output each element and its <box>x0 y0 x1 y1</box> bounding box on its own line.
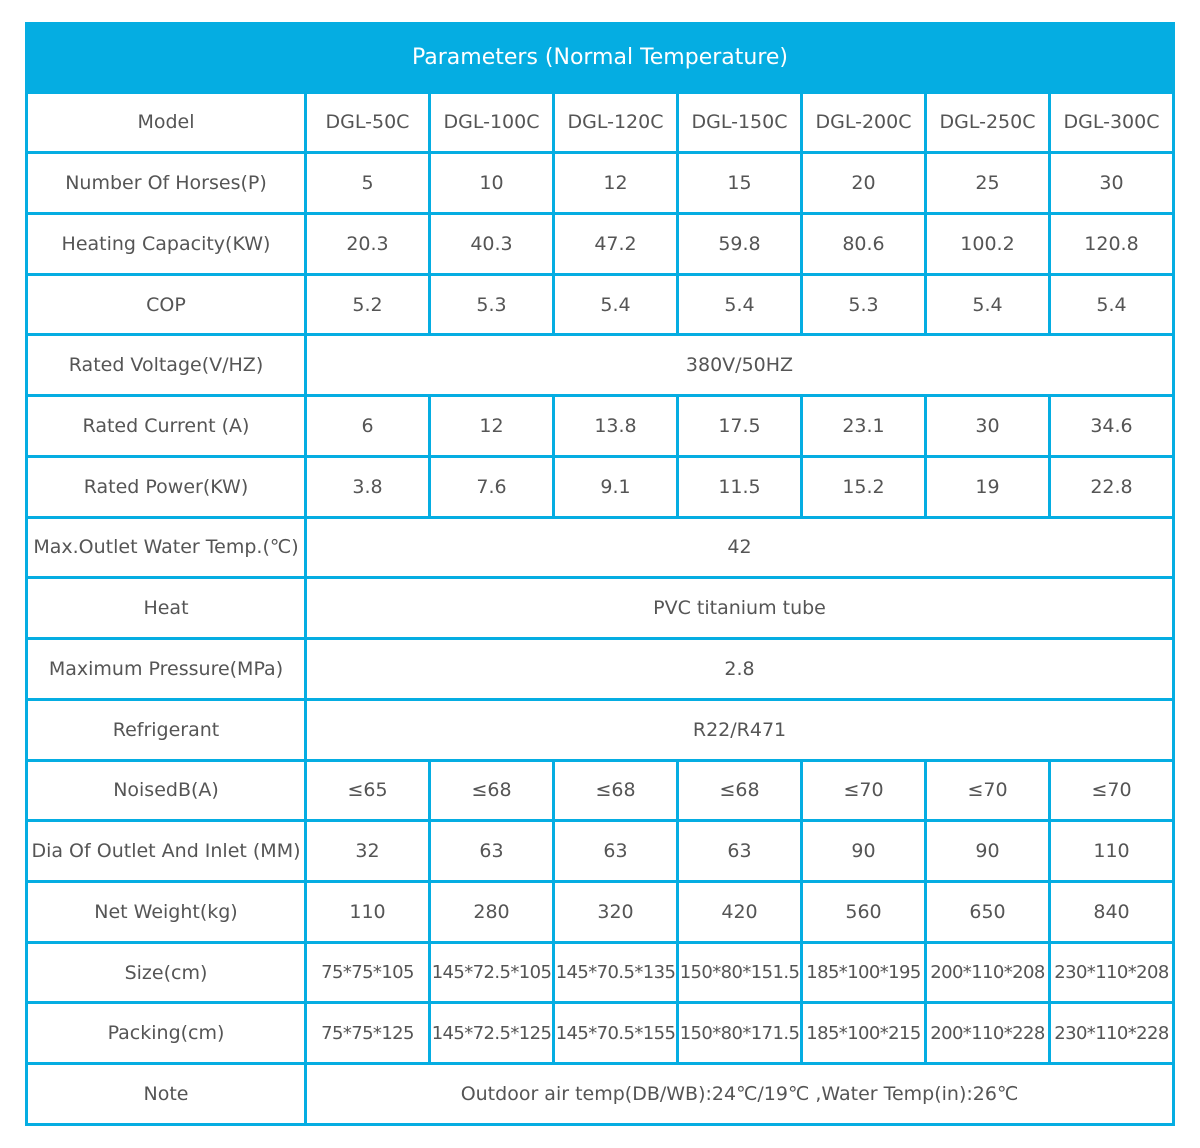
parameters-table <box>25 22 1175 1126</box>
row-value-cell: 15.2 <box>803 458 924 516</box>
row-label: Dia Of Outlet And Inlet (MM) <box>28 822 304 880</box>
model-cell: DGL-200C <box>803 94 924 152</box>
table-row <box>28 519 1172 577</box>
row-value-cell: 320 <box>555 883 676 941</box>
row-span-value: PVC titanium tube <box>307 579 1172 637</box>
row-value-cell: 145*72.5*125 <box>431 1004 552 1062</box>
row-value-cell: 185*100*195 <box>803 944 924 1002</box>
row-value-cell: 12 <box>431 397 552 455</box>
model-cell: DGL-120C <box>555 94 676 152</box>
row-value-cell: 145*70.5*155 <box>555 1004 676 1062</box>
row-value-cell: 30 <box>927 397 1048 455</box>
row-value-cell: ≤70 <box>1051 762 1172 820</box>
row-value-cell: 32 <box>307 822 428 880</box>
row-value-cell: 59.8 <box>679 215 800 273</box>
row-value-cell: 63 <box>431 822 552 880</box>
row-label: COP <box>28 276 304 334</box>
table-row <box>28 883 1172 941</box>
row-value-cell: 110 <box>1051 822 1172 880</box>
row-value-cell: 120.8 <box>1051 215 1172 273</box>
row-span-value: 42 <box>307 519 1172 577</box>
row-label: Maximum Pressure(MPa) <box>28 640 304 698</box>
row-label: Net Weight(kg) <box>28 883 304 941</box>
model-label: Model <box>28 94 304 152</box>
row-value-cell: 30 <box>1051 154 1172 212</box>
row-value-cell: 150*80*151.5 <box>679 944 800 1002</box>
table-title: Parameters (Normal Temperature) <box>28 25 1172 91</box>
row-value-cell: 15 <box>679 154 800 212</box>
row-value-cell: 40.3 <box>431 215 552 273</box>
row-label: Size(cm) <box>28 944 304 1002</box>
row-value-cell: 9.1 <box>555 458 676 516</box>
row-value-cell: 110 <box>307 883 428 941</box>
row-value-cell: ≤70 <box>803 762 924 820</box>
row-value-cell: ≤65 <box>307 762 428 820</box>
row-value-cell: 5.3 <box>431 276 552 334</box>
row-value-cell: 100.2 <box>927 215 1048 273</box>
row-value-cell: 650 <box>927 883 1048 941</box>
title-row <box>28 25 1172 91</box>
row-value-cell: ≤70 <box>927 762 1048 820</box>
row-value-cell: 5.4 <box>555 276 676 334</box>
row-value-cell: 280 <box>431 883 552 941</box>
table-row <box>28 154 1172 212</box>
row-span-value: 380V/50HZ <box>307 336 1172 394</box>
row-value-cell: 20.3 <box>307 215 428 273</box>
row-value-cell: 200*110*228 <box>927 1004 1048 1062</box>
row-value-cell: 230*110*208 <box>1051 944 1172 1002</box>
row-value-cell: 145*70.5*135 <box>555 944 676 1002</box>
row-value-cell: 185*100*215 <box>803 1004 924 1062</box>
row-value-cell: 17.5 <box>679 397 800 455</box>
row-label: Note <box>28 1065 304 1123</box>
row-value-cell: 150*80*171.5 <box>679 1004 800 1062</box>
row-value-cell: 13.8 <box>555 397 676 455</box>
row-value-cell: 145*72.5*105 <box>431 944 552 1002</box>
table-row <box>28 944 1172 1002</box>
model-cell: DGL-300C <box>1051 94 1172 152</box>
row-value-cell: 34.6 <box>1051 397 1172 455</box>
model-cell: DGL-100C <box>431 94 552 152</box>
row-value-cell: 90 <box>927 822 1048 880</box>
row-label: Rated Voltage(V/HZ) <box>28 336 304 394</box>
row-value-cell: 5.4 <box>1051 276 1172 334</box>
row-value-cell: 63 <box>555 822 676 880</box>
row-value-cell: 840 <box>1051 883 1172 941</box>
row-value-cell: 80.6 <box>803 215 924 273</box>
row-label: Rated Current (A) <box>28 397 304 455</box>
row-value-cell: 200*110*208 <box>927 944 1048 1002</box>
row-label: Number Of Horses(P) <box>28 154 304 212</box>
row-label: Rated Power(KW) <box>28 458 304 516</box>
row-value-cell: 560 <box>803 883 924 941</box>
row-value-cell: 5.4 <box>927 276 1048 334</box>
table-row <box>28 822 1172 880</box>
row-value-cell: 19 <box>927 458 1048 516</box>
row-value-cell: 75*75*125 <box>307 1004 428 1062</box>
row-span-value: R22/R471 <box>307 701 1172 759</box>
row-value-cell: 5.3 <box>803 276 924 334</box>
model-cell: DGL-150C <box>679 94 800 152</box>
model-cell: DGL-250C <box>927 94 1048 152</box>
row-label: Max.Outlet Water Temp.(℃) <box>28 519 304 577</box>
table-row <box>28 640 1172 698</box>
table-row <box>28 579 1172 637</box>
row-label: Heat <box>28 579 304 637</box>
row-span-value: Outdoor air temp(DB/WB):24℃/19℃ ,Water Temp(in):26℃ <box>307 1065 1172 1123</box>
row-value-cell: ≤68 <box>679 762 800 820</box>
row-value-cell: 90 <box>803 822 924 880</box>
table-row <box>28 397 1172 455</box>
model-cell: DGL-50C <box>307 94 428 152</box>
table-row <box>28 215 1172 273</box>
row-value-cell: 3.8 <box>307 458 428 516</box>
row-value-cell: 22.8 <box>1051 458 1172 516</box>
table-row <box>28 458 1172 516</box>
table-row <box>28 762 1172 820</box>
table-row <box>28 1004 1172 1062</box>
row-value-cell: 47.2 <box>555 215 676 273</box>
row-value-cell: 5.2 <box>307 276 428 334</box>
row-label: Refrigerant <box>28 701 304 759</box>
row-value-cell: 230*110*228 <box>1051 1004 1172 1062</box>
row-value-cell: 6 <box>307 397 428 455</box>
row-value-cell: 5 <box>307 154 428 212</box>
row-span-value: 2.8 <box>307 640 1172 698</box>
table-row <box>28 336 1172 394</box>
table-row <box>28 701 1172 759</box>
row-label: Heating Capacity(KW) <box>28 215 304 273</box>
row-value-cell: 63 <box>679 822 800 880</box>
row-value-cell: 23.1 <box>803 397 924 455</box>
table-row <box>28 1065 1172 1123</box>
row-label: NoisedB(A) <box>28 762 304 820</box>
model-row <box>28 94 1172 152</box>
row-value-cell: 75*75*105 <box>307 944 428 1002</box>
row-label: Packing(cm) <box>28 1004 304 1062</box>
table-row <box>28 276 1172 334</box>
row-value-cell: 7.6 <box>431 458 552 516</box>
row-value-cell: 10 <box>431 154 552 212</box>
row-value-cell: ≤68 <box>555 762 676 820</box>
row-value-cell: 20 <box>803 154 924 212</box>
row-value-cell: 12 <box>555 154 676 212</box>
row-value-cell: ≤68 <box>431 762 552 820</box>
row-value-cell: 5.4 <box>679 276 800 334</box>
row-value-cell: 25 <box>927 154 1048 212</box>
row-value-cell: 420 <box>679 883 800 941</box>
row-value-cell: 11.5 <box>679 458 800 516</box>
